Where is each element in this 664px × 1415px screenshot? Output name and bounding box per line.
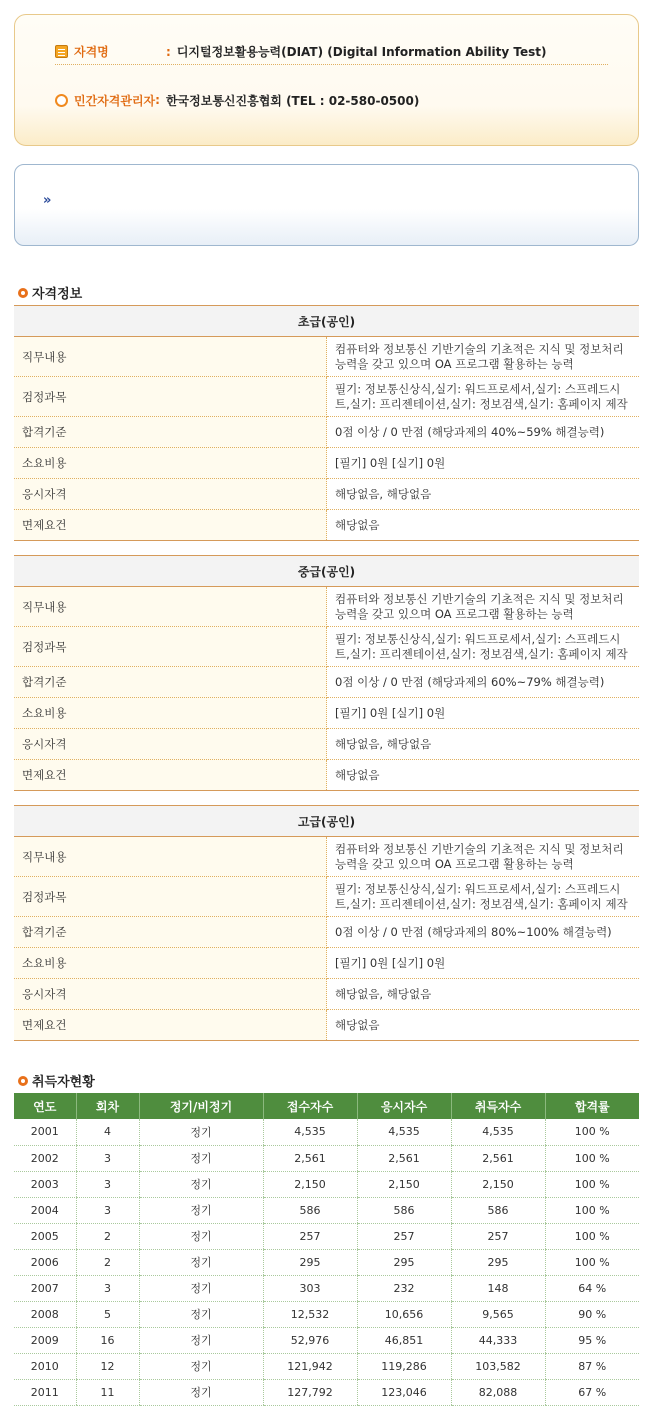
row-label: 소요비용 [14, 948, 327, 979]
row-label: 검정과목 [14, 877, 327, 917]
row-label: 직무내용 [14, 837, 327, 877]
year-cell: 2003 [14, 1171, 76, 1197]
pass-rate-cell: 100 % [545, 1171, 639, 1197]
pass-rate-cell: 100 % [545, 1145, 639, 1171]
year-cell: 2007 [14, 1275, 76, 1301]
round-cell: 3 [76, 1171, 139, 1197]
pass-rate-cell: 87 % [545, 1353, 639, 1379]
row-value: 컴퓨터와 정보통신 기반기술의 기초적은 지식 및 정보처리 능력을 갖고 있으며 OA 프로그램 활용하는 능력 [327, 337, 640, 377]
type-cell: 정기 [139, 1249, 263, 1275]
colon: : [166, 44, 171, 59]
grade-title: 중급(공인) [14, 556, 639, 587]
type-cell: 정기 [139, 1327, 263, 1353]
row-label: 면제요건 [14, 760, 327, 791]
year-cell: 2004 [14, 1197, 76, 1223]
type-cell: 정기 [139, 1379, 263, 1405]
column-header-examinees: 응시자수 [357, 1093, 451, 1119]
row-value: 해당없음 [327, 1010, 640, 1041]
type-cell: 정기 [139, 1119, 263, 1145]
table-row [14, 1223, 639, 1249]
pass-rate-cell: 100 % [545, 1197, 639, 1223]
description-box [14, 164, 639, 246]
pass-rate-cell: 100 % [545, 1119, 639, 1145]
row-label: 합격기준 [14, 917, 327, 948]
passers-cell: 2,561 [451, 1145, 545, 1171]
row-value: [필기] 0원 [실기] 0원 [327, 698, 640, 729]
round-cell: 4 [76, 1119, 139, 1145]
year-cell: 2010 [14, 1353, 76, 1379]
row-label: 응시자격 [14, 979, 327, 1010]
person-icon [55, 94, 68, 107]
row-label: 직무내용 [14, 337, 327, 377]
table-row [14, 1353, 639, 1379]
row-value: 컴퓨터와 정보통신 기반기술의 기초적은 지식 및 정보처리 능력을 갖고 있으며 OA 프로그램 활용하는 능력 [327, 837, 640, 877]
row-value: [필기] 0원 [실기] 0원 [327, 448, 640, 479]
row-value: [필기] 0원 [실기] 0원 [327, 948, 640, 979]
pass-rate-cell: 100 % [545, 1249, 639, 1275]
row-value: 0점 이상 / 0 만점 (해당과제의 60%~79% 해결능력) [327, 667, 640, 698]
row-label: 소요비용 [14, 698, 327, 729]
passers-cell: 103,582 [451, 1353, 545, 1379]
table-row [14, 1249, 639, 1275]
stats-title: 취득자현황 [32, 1075, 95, 1090]
table-row [14, 1379, 639, 1405]
row-value: 해당없음, 해당없음 [327, 979, 640, 1010]
qualification-info-title: 자격정보 [32, 287, 83, 302]
applicants-cell: 586 [263, 1197, 357, 1223]
row-label: 응시자격 [14, 729, 327, 760]
round-cell: 12 [76, 1353, 139, 1379]
passers-cell: 295 [451, 1249, 545, 1275]
manager-value: 한국정보통신진흥협회 (TEL : 02-580-0500) [165, 93, 420, 108]
acquisition-stats-table [14, 1093, 639, 1406]
pass-rate-cell: 95 % [545, 1327, 639, 1353]
row-label: 검정과목 [14, 627, 327, 667]
table-row [14, 1145, 639, 1171]
row-value: 필기: 정보통신상식,실기: 워드프로세서,실기: 스프레드시트,실기: 프리젠테이션,실기: 정보검색,실기: 홈페이지 제작 [327, 377, 640, 417]
applicants-cell: 127,792 [263, 1379, 357, 1405]
document-icon [55, 45, 68, 58]
applicants-cell: 121,942 [263, 1353, 357, 1379]
year-cell: 2008 [14, 1301, 76, 1327]
table-row [14, 1275, 639, 1301]
passers-cell: 82,088 [451, 1379, 545, 1405]
applicants-cell: 303 [263, 1275, 357, 1301]
examinees-cell: 10,656 [357, 1301, 451, 1327]
applicants-cell: 52,976 [263, 1327, 357, 1353]
manager-row [55, 87, 608, 113]
type-cell: 정기 [139, 1275, 263, 1301]
passers-cell: 257 [451, 1223, 545, 1249]
pass-rate-cell: 90 % [545, 1301, 639, 1327]
column-header-applicants: 접수자수 [263, 1093, 357, 1119]
row-value: 해당없음, 해당없음 [327, 729, 640, 760]
applicants-cell: 2,150 [263, 1171, 357, 1197]
row-value: 0점 이상 / 0 만점 (해당과제의 80%~100% 해결능력) [327, 917, 640, 948]
row-value: 필기: 정보통신상식,실기: 워드프로세서,실기: 스프레드시트,실기: 프리젠테이션,실기: 정보검색,실기: 홈페이지 제작 [327, 627, 640, 667]
column-header-type: 정기/비정기 [139, 1093, 263, 1119]
passers-cell: 586 [451, 1197, 545, 1223]
grade-title: 초급(공인) [14, 306, 639, 337]
applicants-cell: 257 [263, 1223, 357, 1249]
pass-rate-cell: 100 % [545, 1223, 639, 1249]
round-cell: 3 [76, 1145, 139, 1171]
row-label: 검정과목 [14, 377, 327, 417]
qualification-name-value: 디지털정보활용능력(DIAT) (Digital Information Ability Test) [176, 45, 547, 59]
year-cell: 2011 [14, 1379, 76, 1405]
row-value: 컴퓨터와 정보통신 기반기술의 기초적은 지식 및 정보처리 능력을 갖고 있으며 OA 프로그램 활용하는 능력 [327, 587, 640, 627]
applicants-cell: 4,535 [263, 1119, 357, 1145]
type-cell: 정기 [139, 1223, 263, 1249]
examinees-cell: 119,286 [357, 1353, 451, 1379]
qualification-info-box [14, 14, 639, 146]
round-cell: 11 [76, 1379, 139, 1405]
stats-heading [18, 1071, 95, 1090]
examinees-cell: 295 [357, 1249, 451, 1275]
passers-cell: 4,535 [451, 1119, 545, 1145]
examinees-cell: 232 [357, 1275, 451, 1301]
year-cell: 2006 [14, 1249, 76, 1275]
bullet-icon [18, 288, 28, 298]
row-value: 필기: 정보통신상식,실기: 워드프로세서,실기: 스프레드시트,실기: 프리젠테이션,실기: 정보검색,실기: 홈페이지 제작 [327, 877, 640, 917]
type-cell: 정기 [139, 1171, 263, 1197]
passers-cell: 2,150 [451, 1171, 545, 1197]
pass-rate-cell: 67 % [545, 1379, 639, 1405]
applicants-cell: 12,532 [263, 1301, 357, 1327]
round-cell: 5 [76, 1301, 139, 1327]
type-cell: 정기 [139, 1145, 263, 1171]
row-label: 면제요건 [14, 510, 327, 541]
table-row [14, 1301, 639, 1327]
row-value: 0점 이상 / 0 만점 (해당과제의 40%~59% 해결능력) [327, 417, 640, 448]
stats-header-row [14, 1093, 639, 1119]
column-header-year: 연도 [14, 1093, 76, 1119]
grade-table-basic [14, 305, 639, 541]
row-label: 면제요건 [14, 1010, 327, 1041]
qualification-info-heading [18, 283, 82, 302]
qualification-name-label: 자격명 [74, 45, 109, 59]
passers-cell: 9,565 [451, 1301, 545, 1327]
column-header-pass-rate: 합격률 [545, 1093, 639, 1119]
round-cell: 2 [76, 1249, 139, 1275]
table-row [14, 1171, 639, 1197]
examinees-cell: 2,150 [357, 1171, 451, 1197]
passers-cell: 148 [451, 1275, 545, 1301]
bullet-icon [18, 1076, 28, 1086]
row-label: 직무내용 [14, 587, 327, 627]
row-label: 소요비용 [14, 448, 327, 479]
manager-label: 민간자격관리자 [74, 93, 156, 108]
column-header-passers: 취득자수 [451, 1093, 545, 1119]
grade-title: 고급(공인) [14, 806, 639, 837]
pass-rate-cell: 64 % [545, 1275, 639, 1301]
table-row [14, 1197, 639, 1223]
round-cell: 3 [76, 1197, 139, 1223]
table-row [14, 1119, 639, 1145]
examinees-cell: 2,561 [357, 1145, 451, 1171]
column-header-round: 회차 [76, 1093, 139, 1119]
examinees-cell: 123,046 [357, 1379, 451, 1405]
examinees-cell: 4,535 [357, 1119, 451, 1145]
row-value: 해당없음 [327, 760, 640, 791]
round-cell: 3 [76, 1275, 139, 1301]
round-cell: 2 [76, 1223, 139, 1249]
applicants-cell: 2,561 [263, 1145, 357, 1171]
year-cell: 2009 [14, 1327, 76, 1353]
colon: : [155, 93, 160, 107]
type-cell: 정기 [139, 1301, 263, 1327]
row-label: 응시자격 [14, 479, 327, 510]
grade-table-advanced [14, 805, 639, 1041]
year-cell: 2002 [14, 1145, 76, 1171]
examinees-cell: 257 [357, 1223, 451, 1249]
row-label: 합격기준 [14, 417, 327, 448]
year-cell: 2001 [14, 1119, 76, 1145]
type-cell: 정기 [139, 1197, 263, 1223]
qualification-name-row [55, 39, 608, 65]
year-cell: 2005 [14, 1223, 76, 1249]
applicants-cell: 295 [263, 1249, 357, 1275]
examinees-cell: 586 [357, 1197, 451, 1223]
grade-table-intermediate [14, 555, 639, 791]
row-value: 해당없음, 해당없음 [327, 479, 640, 510]
type-cell: 정기 [139, 1353, 263, 1379]
row-value: 해당없음 [327, 510, 640, 541]
row-label: 합격기준 [14, 667, 327, 698]
double-arrow-icon: » [43, 193, 52, 208]
round-cell: 16 [76, 1327, 139, 1353]
table-row [14, 1327, 639, 1353]
passers-cell: 44,333 [451, 1327, 545, 1353]
examinees-cell: 46,851 [357, 1327, 451, 1353]
